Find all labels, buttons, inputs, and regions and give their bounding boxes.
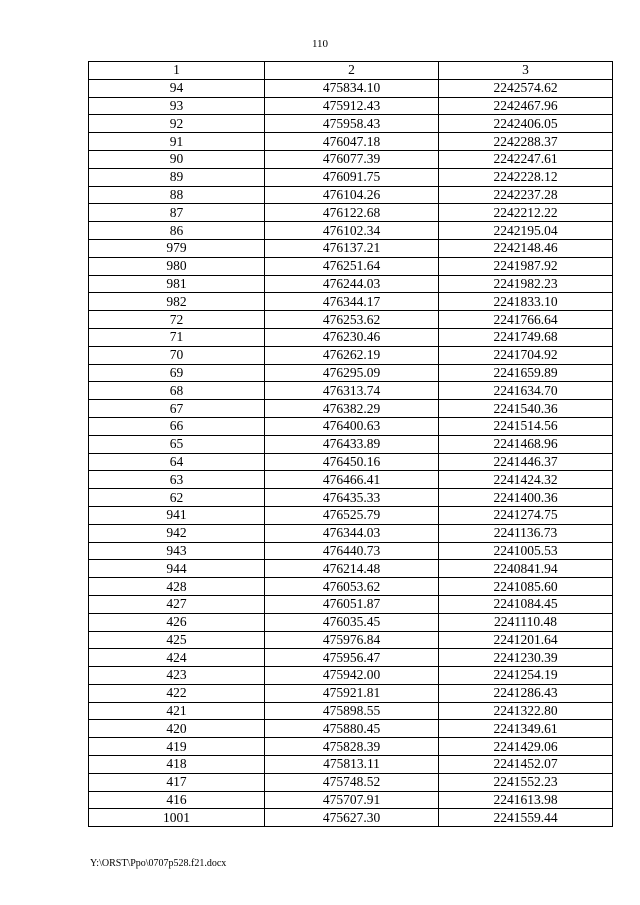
table-row — [89, 738, 613, 756]
y-coordinate-cell: 2242228.12 — [439, 168, 613, 186]
point-number-cell: 63 — [89, 471, 265, 489]
x-coordinate-cell: 476214.48 — [265, 560, 439, 578]
y-coordinate-cell: 2241085.60 — [439, 578, 613, 596]
y-coordinate-cell: 2242406.05 — [439, 115, 613, 133]
y-coordinate-cell: 2241005.53 — [439, 542, 613, 560]
y-coordinate-cell: 2241634.70 — [439, 382, 613, 400]
y-coordinate-cell: 2241982.23 — [439, 275, 613, 293]
x-coordinate-cell: 475958.43 — [265, 115, 439, 133]
x-coordinate-cell: 475748.52 — [265, 773, 439, 791]
point-number-cell: 62 — [89, 489, 265, 507]
y-coordinate-cell: 2242467.96 — [439, 97, 613, 115]
point-number-cell: 979 — [89, 239, 265, 257]
table-row — [89, 222, 613, 240]
table-row — [89, 773, 613, 791]
point-number-cell: 426 — [89, 613, 265, 631]
x-coordinate-cell: 475956.47 — [265, 649, 439, 667]
table-row — [89, 702, 613, 720]
point-number-cell: 72 — [89, 311, 265, 329]
y-coordinate-cell: 2241136.73 — [439, 524, 613, 542]
table-row — [89, 400, 613, 418]
x-coordinate-cell: 476051.87 — [265, 595, 439, 613]
table-row — [89, 720, 613, 738]
point-number-cell: 427 — [89, 595, 265, 613]
x-coordinate-cell: 476244.03 — [265, 275, 439, 293]
table-header-row — [89, 62, 613, 80]
x-coordinate-cell: 475828.39 — [265, 738, 439, 756]
y-coordinate-cell: 2241613.98 — [439, 791, 613, 809]
y-coordinate-cell: 2241286.43 — [439, 684, 613, 702]
point-number-cell: 943 — [89, 542, 265, 560]
x-coordinate-cell: 476091.75 — [265, 168, 439, 186]
x-coordinate-cell: 476525.79 — [265, 506, 439, 524]
y-coordinate-cell: 2242247.61 — [439, 150, 613, 168]
table-row — [89, 613, 613, 631]
y-coordinate-cell: 2240841.94 — [439, 560, 613, 578]
x-coordinate-cell: 475898.55 — [265, 702, 439, 720]
table-row — [89, 578, 613, 596]
point-number-cell: 941 — [89, 506, 265, 524]
y-coordinate-cell: 2242195.04 — [439, 222, 613, 240]
y-coordinate-cell: 2241452.07 — [439, 756, 613, 774]
x-coordinate-cell: 475813.11 — [265, 756, 439, 774]
x-coordinate-cell: 475707.91 — [265, 791, 439, 809]
point-number-cell: 70 — [89, 346, 265, 364]
table-row — [89, 417, 613, 435]
point-number-cell: 424 — [89, 649, 265, 667]
point-number-cell: 89 — [89, 168, 265, 186]
point-number-cell: 982 — [89, 293, 265, 311]
table-row — [89, 150, 613, 168]
table-row — [89, 649, 613, 667]
table-row — [89, 239, 613, 257]
table-row — [89, 524, 613, 542]
y-coordinate-cell: 2241987.92 — [439, 257, 613, 275]
point-number-cell: 71 — [89, 328, 265, 346]
y-coordinate-cell: 2241084.45 — [439, 595, 613, 613]
point-number-cell: 87 — [89, 204, 265, 222]
point-number-cell: 91 — [89, 133, 265, 151]
y-coordinate-cell: 2241274.75 — [439, 506, 613, 524]
x-coordinate-cell: 476433.89 — [265, 435, 439, 453]
page-number: 110 — [311, 38, 329, 50]
x-coordinate-cell: 475627.30 — [265, 809, 439, 827]
x-coordinate-cell: 475912.43 — [265, 97, 439, 115]
point-number-cell: 86 — [89, 222, 265, 240]
coordinates-table — [88, 61, 613, 827]
y-coordinate-cell: 2241514.56 — [439, 417, 613, 435]
x-coordinate-cell: 476435.33 — [265, 489, 439, 507]
x-coordinate-cell: 476253.62 — [265, 311, 439, 329]
column-header-1: 1 — [89, 62, 265, 80]
point-number-cell: 942 — [89, 524, 265, 542]
point-number-cell: 90 — [89, 150, 265, 168]
y-coordinate-cell: 2241704.92 — [439, 346, 613, 364]
point-number-cell: 980 — [89, 257, 265, 275]
point-number-cell: 944 — [89, 560, 265, 578]
table-row — [89, 364, 613, 382]
x-coordinate-cell: 476137.21 — [265, 239, 439, 257]
table-body — [89, 79, 613, 826]
point-number-cell: 417 — [89, 773, 265, 791]
y-coordinate-cell: 2242237.28 — [439, 186, 613, 204]
point-number-cell: 419 — [89, 738, 265, 756]
x-coordinate-cell: 476450.16 — [265, 453, 439, 471]
y-coordinate-cell: 2241833.10 — [439, 293, 613, 311]
y-coordinate-cell: 2241559.44 — [439, 809, 613, 827]
y-coordinate-cell: 2241110.48 — [439, 613, 613, 631]
y-coordinate-cell: 2242288.37 — [439, 133, 613, 151]
y-coordinate-cell: 2241400.36 — [439, 489, 613, 507]
table-row — [89, 542, 613, 560]
y-coordinate-cell: 2241552.23 — [439, 773, 613, 791]
table-row — [89, 115, 613, 133]
point-number-cell: 65 — [89, 435, 265, 453]
table-row — [89, 667, 613, 685]
table-row — [89, 756, 613, 774]
table-row — [89, 97, 613, 115]
x-coordinate-cell: 475976.84 — [265, 631, 439, 649]
table-row — [89, 346, 613, 364]
table-row — [89, 435, 613, 453]
table-row — [89, 79, 613, 97]
point-number-cell: 981 — [89, 275, 265, 293]
y-coordinate-cell: 2241254.19 — [439, 667, 613, 685]
table-row — [89, 133, 613, 151]
point-number-cell: 418 — [89, 756, 265, 774]
table-row — [89, 293, 613, 311]
table-row — [89, 186, 613, 204]
x-coordinate-cell: 476230.46 — [265, 328, 439, 346]
y-coordinate-cell: 2241749.68 — [439, 328, 613, 346]
table-row — [89, 506, 613, 524]
table-row — [89, 257, 613, 275]
point-number-cell: 420 — [89, 720, 265, 738]
point-number-cell: 428 — [89, 578, 265, 596]
table-row — [89, 453, 613, 471]
y-coordinate-cell: 2241201.64 — [439, 631, 613, 649]
column-header-2: 2 — [265, 62, 439, 80]
y-coordinate-cell: 2241230.39 — [439, 649, 613, 667]
point-number-cell: 69 — [89, 364, 265, 382]
x-coordinate-cell: 476035.45 — [265, 613, 439, 631]
point-number-cell: 422 — [89, 684, 265, 702]
y-coordinate-cell: 2241446.37 — [439, 453, 613, 471]
table-row — [89, 489, 613, 507]
table-row — [89, 684, 613, 702]
point-number-cell: 425 — [89, 631, 265, 649]
y-coordinate-cell: 2242574.62 — [439, 79, 613, 97]
y-coordinate-cell: 2241766.64 — [439, 311, 613, 329]
x-coordinate-cell: 476295.09 — [265, 364, 439, 382]
table-row — [89, 595, 613, 613]
x-coordinate-cell: 476344.03 — [265, 524, 439, 542]
y-coordinate-cell: 2242212.22 — [439, 204, 613, 222]
table-row — [89, 328, 613, 346]
column-header-3: 3 — [439, 62, 613, 80]
point-number-cell: 93 — [89, 97, 265, 115]
y-coordinate-cell: 2241540.36 — [439, 400, 613, 418]
y-coordinate-cell: 2241322.80 — [439, 702, 613, 720]
table-row — [89, 471, 613, 489]
table-row — [89, 204, 613, 222]
x-coordinate-cell: 476344.17 — [265, 293, 439, 311]
y-coordinate-cell: 2242148.46 — [439, 239, 613, 257]
x-coordinate-cell: 476262.19 — [265, 346, 439, 364]
footer-file-path: Y:\ORST\Ppo\0707p528.f21.docx — [90, 858, 227, 869]
table-row — [89, 560, 613, 578]
x-coordinate-cell: 475942.00 — [265, 667, 439, 685]
table-row — [89, 791, 613, 809]
table-row — [89, 809, 613, 827]
x-coordinate-cell: 476047.18 — [265, 133, 439, 151]
table-row — [89, 168, 613, 186]
x-coordinate-cell: 476104.26 — [265, 186, 439, 204]
x-coordinate-cell: 476313.74 — [265, 382, 439, 400]
x-coordinate-cell: 475880.45 — [265, 720, 439, 738]
x-coordinate-cell: 476382.29 — [265, 400, 439, 418]
x-coordinate-cell: 476053.62 — [265, 578, 439, 596]
x-coordinate-cell: 476466.41 — [265, 471, 439, 489]
table-row — [89, 311, 613, 329]
point-number-cell: 68 — [89, 382, 265, 400]
x-coordinate-cell: 476102.34 — [265, 222, 439, 240]
point-number-cell: 416 — [89, 791, 265, 809]
y-coordinate-cell: 2241424.32 — [439, 471, 613, 489]
x-coordinate-cell: 476400.63 — [265, 417, 439, 435]
y-coordinate-cell: 2241429.06 — [439, 738, 613, 756]
x-coordinate-cell: 476440.73 — [265, 542, 439, 560]
x-coordinate-cell: 476251.64 — [265, 257, 439, 275]
point-number-cell: 1001 — [89, 809, 265, 827]
point-number-cell: 92 — [89, 115, 265, 133]
table-row — [89, 382, 613, 400]
point-number-cell: 67 — [89, 400, 265, 418]
x-coordinate-cell: 475921.81 — [265, 684, 439, 702]
point-number-cell: 64 — [89, 453, 265, 471]
x-coordinate-cell: 475834.10 — [265, 79, 439, 97]
y-coordinate-cell: 2241659.89 — [439, 364, 613, 382]
y-coordinate-cell: 2241349.61 — [439, 720, 613, 738]
y-coordinate-cell: 2241468.96 — [439, 435, 613, 453]
point-number-cell: 94 — [89, 79, 265, 97]
point-number-cell: 88 — [89, 186, 265, 204]
point-number-cell: 66 — [89, 417, 265, 435]
table-row — [89, 631, 613, 649]
x-coordinate-cell: 476077.39 — [265, 150, 439, 168]
point-number-cell: 421 — [89, 702, 265, 720]
point-number-cell: 423 — [89, 667, 265, 685]
table-row — [89, 275, 613, 293]
x-coordinate-cell: 476122.68 — [265, 204, 439, 222]
